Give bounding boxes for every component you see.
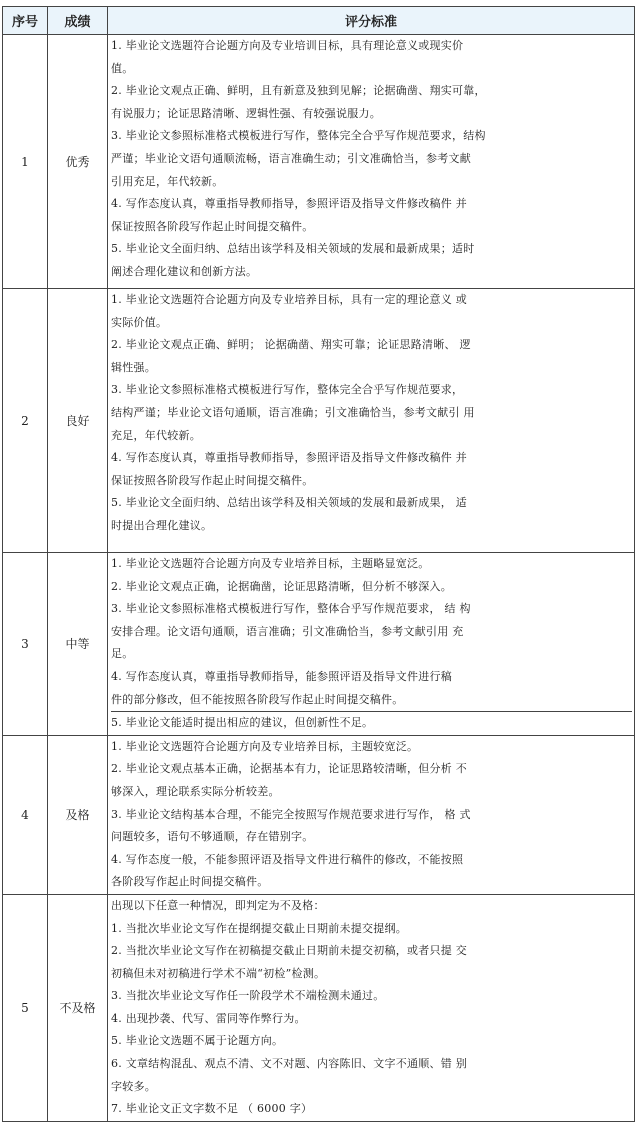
table-row [3,894,635,1121]
grade-level: 优秀 [48,35,108,289]
header-grade: 成绩 [48,7,108,35]
criteria-line: 辑性强。 [111,360,156,374]
criteria-line: 2. 当批次毕业论文写作在初稿提交截止日期前未提交初稿，或者只提 交 [111,944,467,958]
criteria-line: 值。 [111,61,134,75]
criteria-line: 严谨；毕业论文语句通顺流畅，语言准确生动；引文准确恰当，参考文献 [111,151,471,165]
criteria-line: 2. 毕业论文观点基本正确，论据基本有力，论证思路较清晰，但分析 不 [111,762,467,776]
criteria-line: 2. 毕业论文观点正确、鲜明； 论据确凿、翔实可靠；论证思路清晰、 逻 [111,338,471,352]
header-criteria: 评分标准 [108,7,635,35]
criteria-line: 1. 当批次毕业论文写作在提纲提交截止日期前未提交提纲。 [111,921,407,935]
row-number: 4 [3,735,48,894]
criteria-line: 1. 毕业论文选题符合论题方向及专业培训目标，具有理论意义或现实价 [111,39,464,52]
grade-level: 良好 [48,289,108,553]
criteria-line: 实际价值。 [111,315,168,329]
table-row [3,289,635,553]
criteria-line: 3. 毕业论文结构基本合理，不能完全按照写作规范要求进行写作， 格 式 [111,807,471,821]
row-number: 1 [3,35,48,289]
criteria-line: 4. 出现抄袭、代写、雷同等作弊行为。 [111,1011,306,1025]
criteria-cell [108,553,635,736]
criteria-line: 问题较多，语句不够通顺，存在错别字。 [111,830,314,844]
criteria-line: 2. 毕业论文观点正确、鲜明，且有新意及独到见解；论据确凿、翔实可靠， [111,84,486,98]
criteria-cell [108,289,635,553]
criteria-line: 充足，年代较新。 [111,428,201,442]
criteria-line: 4. 写作态度一般，不能参照评语及指导文件进行稿件的修改，不能按照 [111,852,464,866]
row-number: 3 [3,553,48,736]
criteria-line: 有说服力；论证思路清晰、逻辑性强、有较强说服力。 [111,106,381,120]
criteria-line: 够深入，理论联系实际分析较差。 [111,784,280,798]
criteria-line: 保证按照各阶段写作起止时间提交稿件。 [111,473,314,487]
criteria-line: 4. 写作态度认真，尊重指导教师指导，能参照评语及指导文件进行稿 [111,669,452,683]
criteria-line: 5. 毕业论文全面归纳、总结出该学科及相关领域的发展和最新成果， 适 [111,496,467,510]
criteria-line: 阐述合理化建议和创新方法。 [111,264,258,278]
criteria-line: 各阶段写作起止时间提交稿件。 [111,875,269,889]
table-row [3,35,635,289]
grade-level: 及格 [48,735,108,894]
criteria-line: 5. 毕业论文全面归纳、总结出该学科及相关领域的发展和最新成果；适时 [111,242,475,256]
criteria-line: 5. 毕业论文能适时提出相应的建议，但创新性不足。 [111,711,632,735]
criteria-line: 字较多。 [111,1079,156,1093]
row-number: 5 [3,894,48,1121]
criteria-line: 4. 写作态度认真，尊重指导教师指导，参照评语及指导文件修改稿件 并 [111,197,467,211]
criteria-line: 结构严谨；毕业论文语句通顺，语言准确；引文准确恰当，参考文献引 用 [111,405,475,419]
criteria-line: 3. 毕业论文参照标准格式模板进行写作，整体合乎写作规范要求， 结 构 [111,602,471,616]
criteria-line: 3. 当批次毕业论文写作任一阶段学术不端检测未通过。 [111,989,385,1003]
criteria-line: 初稿但未对初稿进行学术不端“初检”检测。 [111,966,326,980]
grading-table-container [2,6,634,1122]
criteria-line: 1. 毕业论文选题符合论题方向及专业培养目标，具有一定的理论意义 或 [111,293,467,306]
criteria-line: 3. 毕业论文参照标准格式模板进行写作，整体完全合乎写作规范要求， [111,383,464,397]
criteria-line: 引用充足，年代较新。 [111,174,224,188]
table-body [3,35,635,1122]
criteria-line: 5. 毕业论文选题不属于论题方向。 [111,1034,284,1048]
row-number: 2 [3,289,48,553]
criteria-line: 保证按照各阶段写作起止时间提交稿件。 [111,219,314,233]
table-header-row [3,7,635,35]
header-number: 序号 [3,7,48,35]
table-row [3,553,635,736]
criteria-line: 安排合理。论文语句通顺，语言准确；引文准确恰当，参考文献引用 充 [111,624,464,638]
grade-level: 中等 [48,553,108,736]
grade-level: 不及格 [48,894,108,1121]
criteria-line: 1. 毕业论文选题符合论题方向及专业培养目标，主题较宽泛。 [111,739,419,753]
table-row [3,735,635,894]
criteria-line: 时提出合理化建议。 [111,518,213,532]
criteria-line: 件的部分修改，但不能按照各阶段写作起止时间提交稿件。 [111,692,404,706]
criteria-line: 1. 毕业论文选题符合论题方向及专业培养目标，主题略显宽泛。 [111,557,430,570]
grading-criteria-table [2,6,635,1122]
criteria-cell [108,894,635,1121]
criteria-line: 7. 毕业论文正文字数不足 （ 6000 字） [111,1102,313,1116]
criteria-cell [108,35,635,289]
criteria-line: 足。 [111,647,134,661]
criteria-line: 4. 写作态度认真，尊重指导教师指导，参照评语及指导文件修改稿件 并 [111,451,467,465]
criteria-line: 出现以下任意一种情况，即判定为不及格： [111,898,325,912]
criteria-cell [108,735,635,894]
criteria-line: 2. 毕业论文观点正确，论据确凿，论证思路清晰，但分析不够深入。 [111,579,452,593]
criteria-line: 3. 毕业论文参照标准格式模板进行写作，整体完全合乎写作规范要求，结构 [111,129,486,143]
criteria-line: 6. 文章结构混乱、观点不清、文不对题、内容陈旧、文字不通顺、错 别 [111,1057,467,1071]
